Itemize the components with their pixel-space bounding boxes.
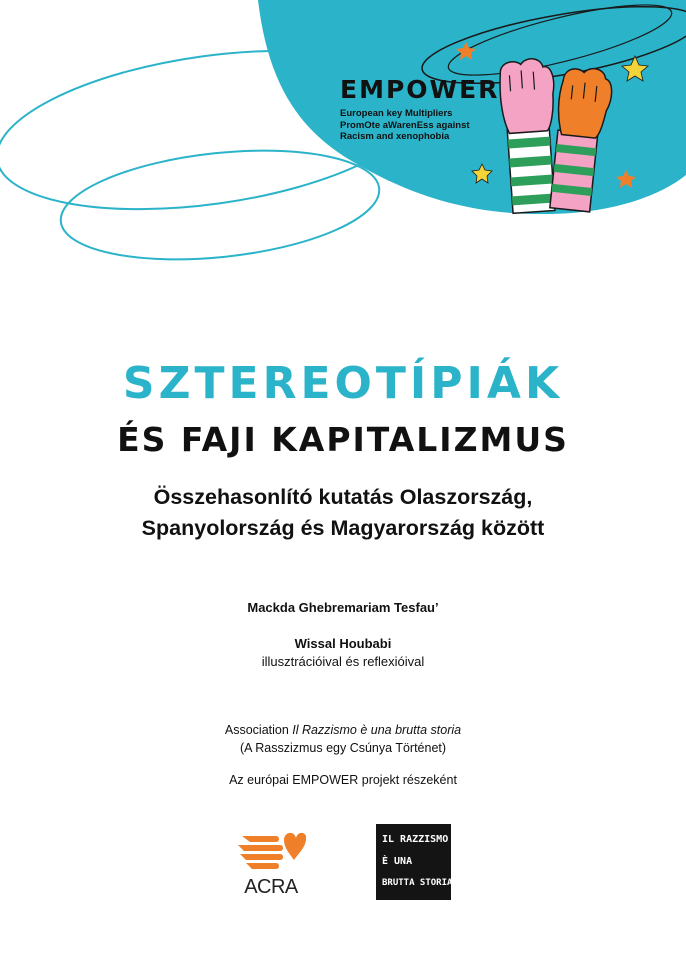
subtitle: [60, 482, 626, 544]
main-title-line-2: ÉS FAJI KAPITALIZMUS: [117, 420, 569, 459]
acra-logo-text: ACRA: [244, 876, 298, 898]
empower-tagline: [340, 108, 510, 143]
razzismo-logo-line-1: IL RAZZISMO: [382, 834, 449, 845]
acra-hand-heart-icon: [236, 826, 306, 876]
acra-logo: [236, 826, 306, 898]
main-title-line-1: SZTEREOTÍPIÁK: [122, 358, 564, 409]
razzismo-logo-line-3: BRUTTA STORIA.: [382, 878, 458, 888]
tagline-line-3: Racism and xenophobia: [340, 131, 450, 142]
association-name: Il Razzismo è una brutta storia: [292, 723, 462, 737]
subtitle-line-2: Spanyolország és Magyarország között: [141, 516, 545, 540]
tagline-line-2: PromOte aWarenEss against: [340, 119, 470, 131]
association-translation: (A Rasszizmus egy Csúnya Történet): [239, 741, 447, 755]
association-line: [0, 722, 686, 739]
project-note: Az európai EMPOWER projekt részeként: [229, 773, 457, 787]
empower-brand: [340, 76, 510, 143]
author-1: Mackda Ghebremariam Tesfau’: [247, 600, 439, 615]
subtitle-line-1: Összehasonlító kutatás Olaszország,: [153, 485, 533, 509]
loop-line-2: [55, 137, 384, 274]
hero-illustration: [0, 0, 686, 300]
author-2: Wissal Houbabi: [294, 636, 392, 651]
razzismo-logo-line-2: È UNA: [382, 856, 413, 867]
tagline-line-1: European key Multipliers: [340, 108, 453, 119]
author-2-note: illusztrációival és reflexióival: [261, 654, 425, 669]
empower-logo-text: EMPOWER: [340, 75, 500, 104]
razzismo-logo: [376, 824, 458, 900]
association-prefix: Association: [224, 723, 293, 737]
